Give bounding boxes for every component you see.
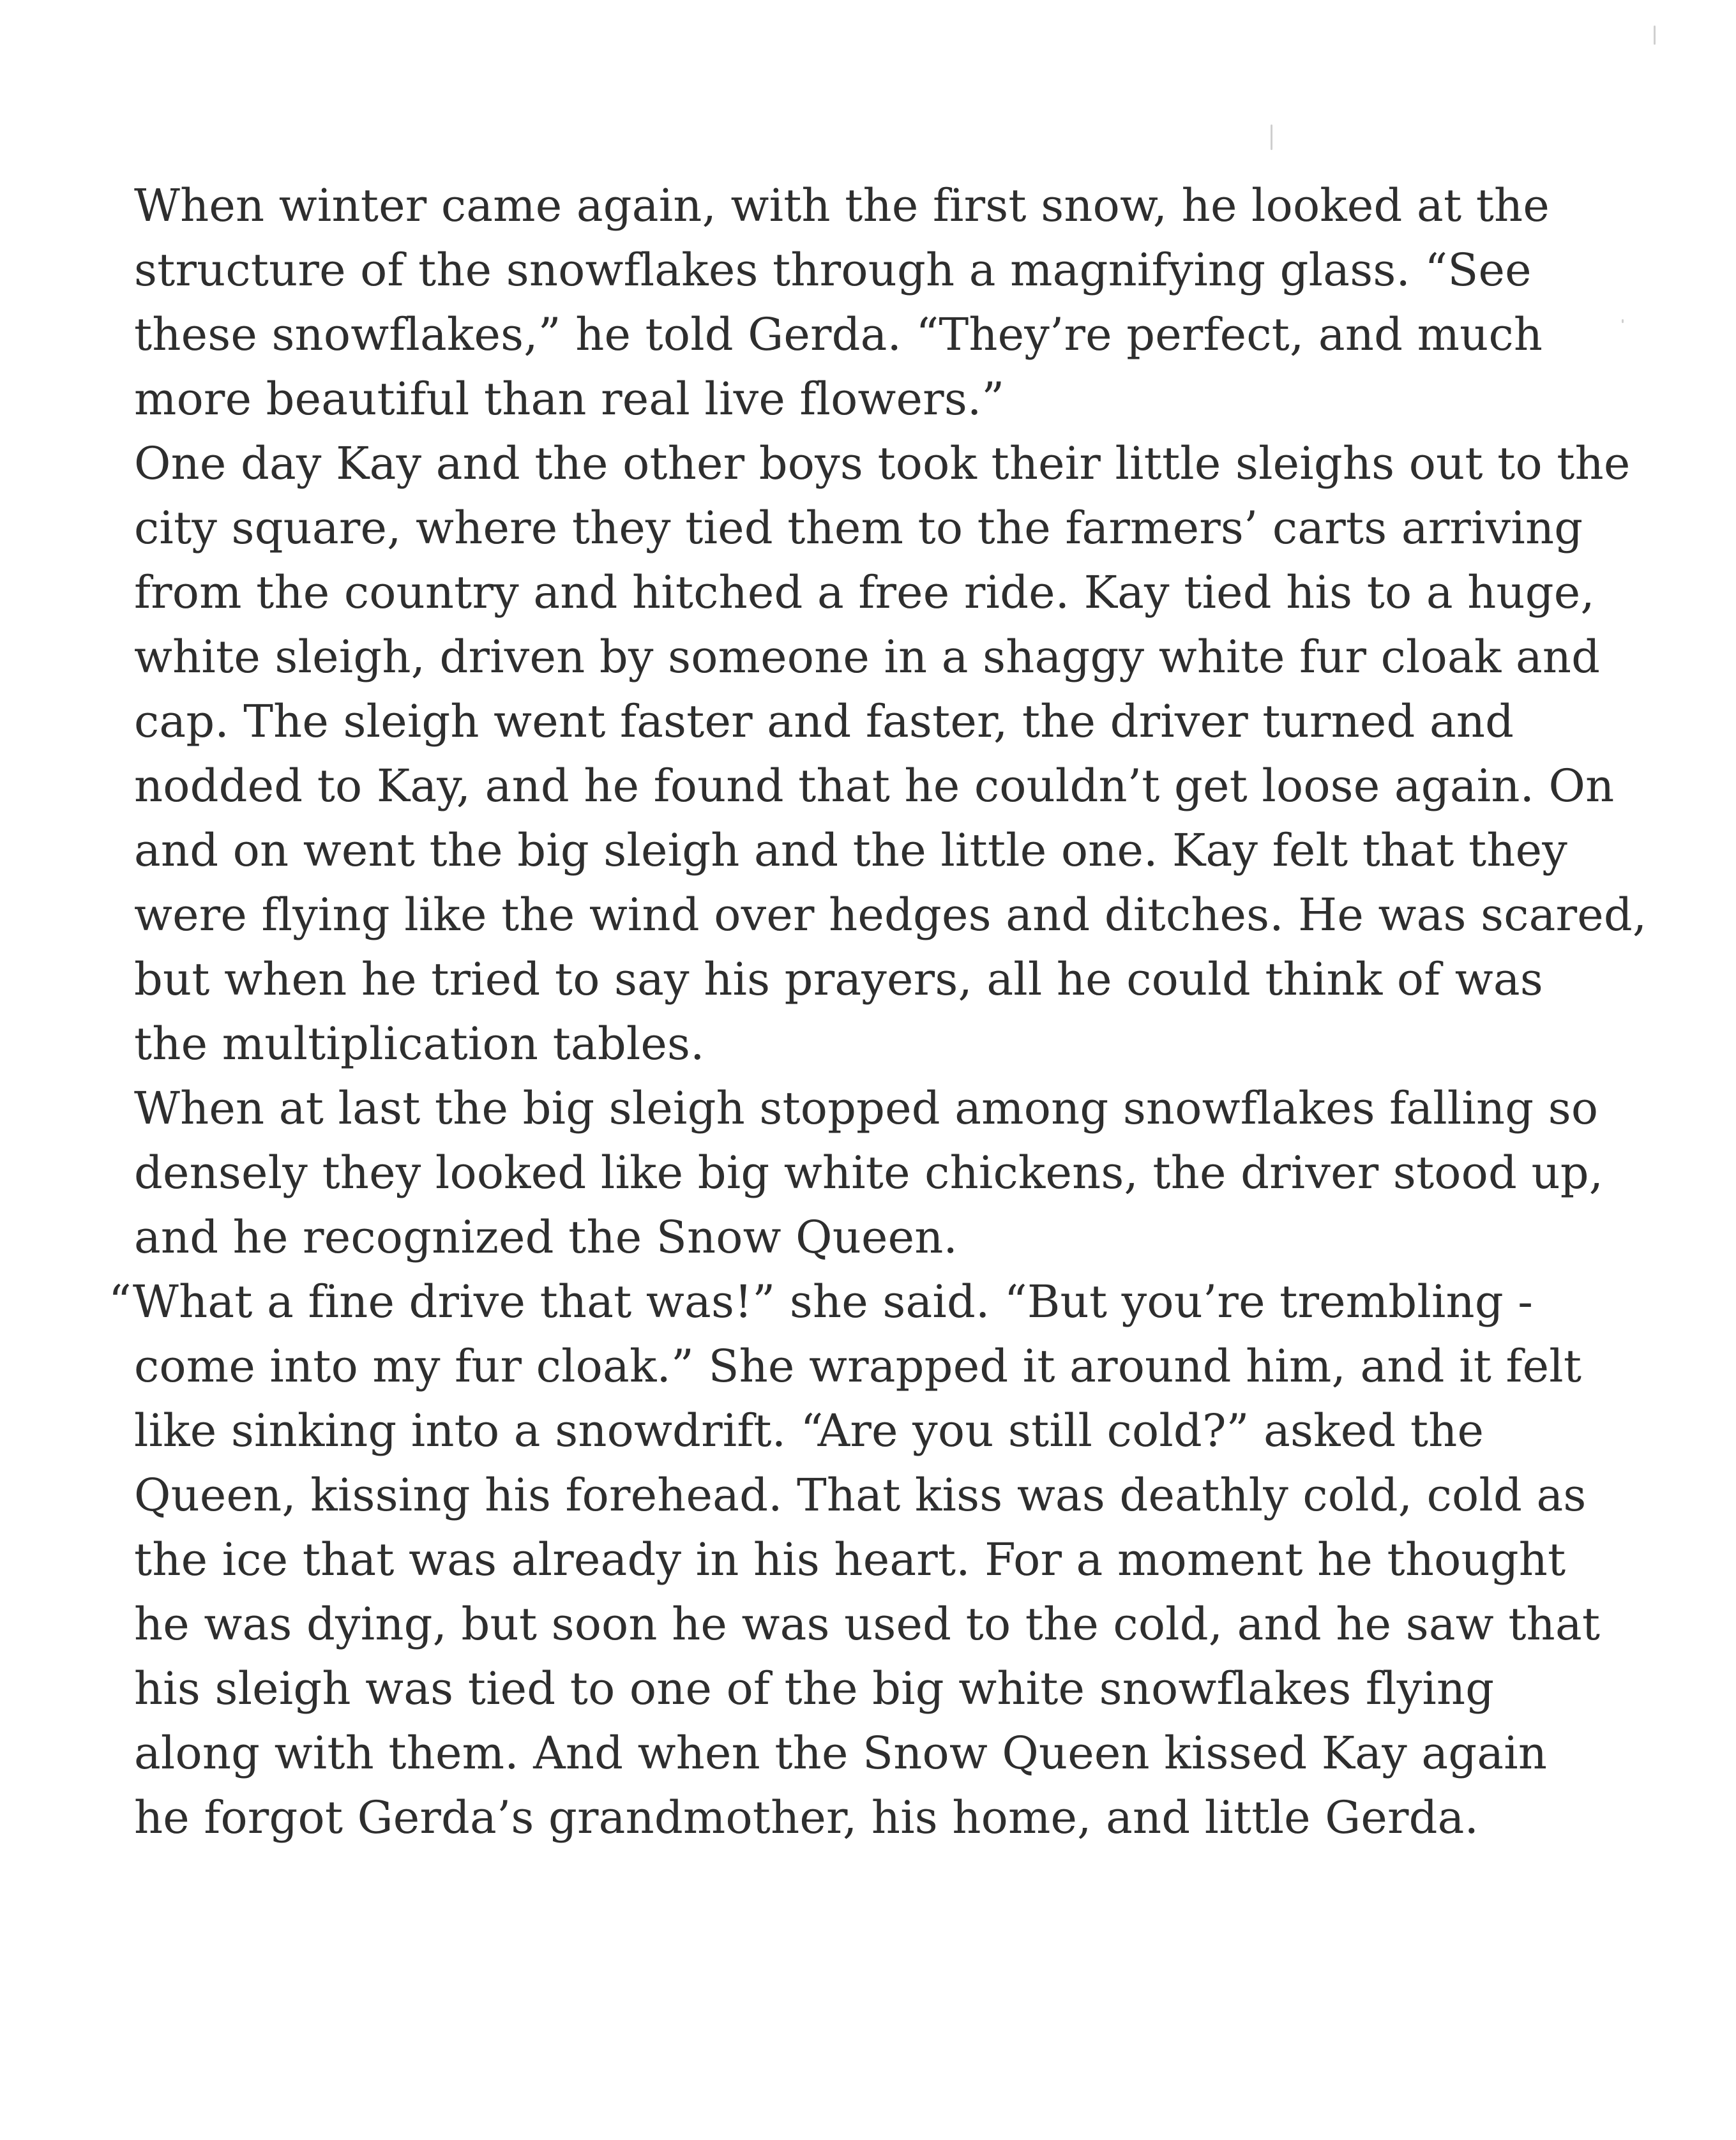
text-line: like sinking into a snowdrift. “Are you still cold?” asked the [134, 1405, 1484, 1457]
scan-speck [1654, 26, 1656, 45]
text-line: come into my fur cloak.” She wrapped it around him, and it felt [134, 1340, 1582, 1392]
text-line: from the country and hitched a free ride. Kay tied his to a huge, [134, 566, 1595, 619]
text-line: he was dying, but soon he was used to the cold, and he saw that [134, 1598, 1601, 1650]
text-line: more beautiful than real live flowers.” [134, 373, 1005, 425]
text-line: city square, where they tied them to the farmers’ carts arriving [134, 502, 1583, 554]
text-line: white sleigh, driven by someone in a shaggy white fur cloak and [134, 631, 1601, 683]
text-line: were flying like the wind over hedges and ditches. He was scared, [134, 889, 1647, 941]
text-line: and he recognized the Snow Queen. [134, 1211, 958, 1263]
text-line: One day Kay and the other boys took their little sleighs out to the [134, 437, 1631, 490]
text-line: structure of the snowflakes through a magnifying glass. “See [134, 244, 1532, 296]
text-line: “What a fine drive that was!” she said. “But you’re trembling - [109, 1276, 1534, 1328]
scan-speck [1271, 124, 1272, 150]
text-line: he forgot Gerda’s grandmother, his home, and little Gerda. [134, 1791, 1479, 1844]
text-line: and on went the big sleigh and the little one. Kay felt that they [134, 824, 1568, 877]
text-line: When at last the big sleigh stopped among snowflakes falling so [134, 1082, 1599, 1134]
text-line: cap. The sleigh went faster and faster, the driver turned and [134, 695, 1514, 748]
text-line: these snowflakes,” he told Gerda. “They’re perfect, and much [134, 308, 1543, 361]
text-line: along with them. And when the Snow Queen kissed Kay again [134, 1727, 1548, 1779]
text-line: densely they looked like big white chickens, the driver stood up, [134, 1147, 1604, 1199]
text-line: nodded to Kay, and he found that he couldn’t get loose again. On [134, 760, 1615, 812]
text-line: his sleigh was tied to one of the big white snowflakes flying [134, 1662, 1495, 1715]
text-line: the ice that was already in his heart. For a moment he thought [134, 1533, 1566, 1586]
story-text [109, 174, 1647, 1850]
text-line: the multiplication tables. [134, 1018, 705, 1070]
text-line: When winter came again, with the first snow, he looked at the [134, 179, 1550, 232]
text-line: but when he tried to say his prayers, all he could think of was [134, 953, 1543, 1006]
scan-speck [1622, 319, 1624, 323]
text-line: Queen, kissing his forehead. That kiss was deathly cold, cold as [134, 1469, 1587, 1521]
